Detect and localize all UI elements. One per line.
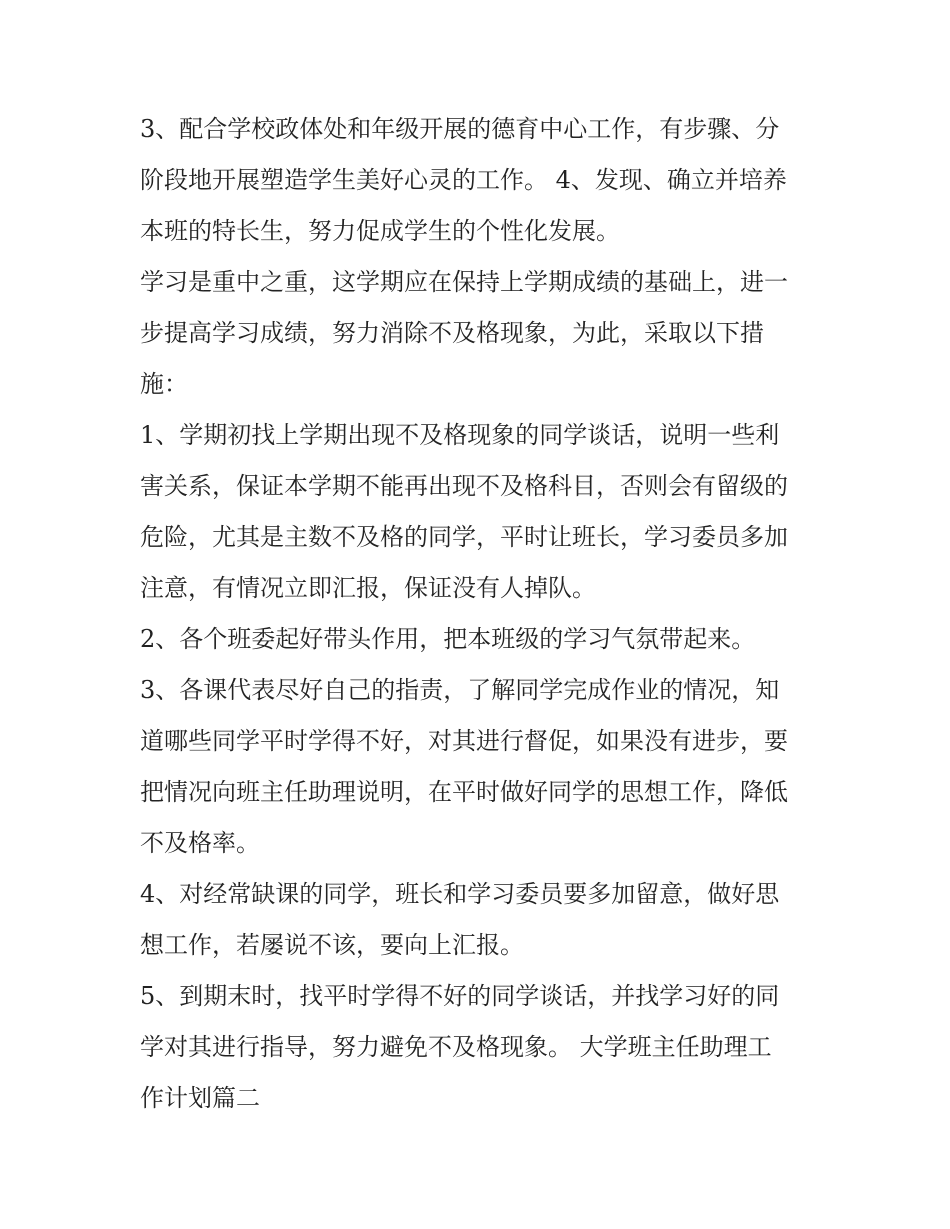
text-line: 3、配合学校政体处和年级开展的德育中心工作，有步骤、分 — [140, 115, 780, 143]
text-line: 学对其进行指导，努力避免不及格现象。 大学班主任助理工 — [140, 1033, 772, 1061]
text-line: 作计划篇二 — [140, 1084, 260, 1112]
paragraph-measure-3 — [140, 665, 820, 869]
paragraph-study-intro — [140, 257, 820, 410]
paragraph-measure-5 — [140, 971, 820, 1124]
text-line: 道哪些同学平时学得不好，对其进行督促，如果没有进步，要 — [140, 727, 788, 755]
text-line: 想工作，若屡说不该，要向上汇报。 — [140, 931, 524, 959]
text-line: 4、对经常缺课的同学，班长和学习委员要多加留意，做好思 — [140, 880, 780, 908]
text-line: 把情况向班主任助理说明，在平时做好同学的思想工作，降低 — [140, 778, 788, 806]
paragraph-moral-education — [140, 104, 820, 257]
text-line: 危险，尤其是主数不及格的同学，平时让班长，学习委员多加 — [140, 523, 788, 551]
document-body — [140, 104, 820, 1124]
text-line: 5、到期末时，找平时学得不好的同学谈话，并找学习好的同 — [140, 982, 780, 1010]
text-line: 学习是重中之重，这学期应在保持上学期成绩的基础上，进一 — [140, 268, 788, 296]
text-line: 步提高学习成绩，努力消除不及格现象，为此，采取以下措 — [140, 319, 764, 347]
text-line: 阶段地开展塑造学生美好心灵的工作。 4、发现、确立并培养 — [140, 166, 787, 194]
text-line: 3、各课代表尽好自己的指责，了解同学完成作业的情况，知 — [140, 676, 780, 704]
text-line: 1、学期初找上学期出现不及格现象的同学谈话，说明一些利 — [140, 421, 780, 449]
text-line: 2、各个班委起好带头作用，把本班级的学习气氛带起来。 — [140, 625, 756, 653]
text-line: 注意，有情况立即汇报，保证没有人掉队。 — [140, 574, 596, 602]
paragraph-measure-2 — [140, 614, 820, 665]
text-line: 施： — [140, 370, 188, 398]
text-line: 不及格率。 — [140, 829, 260, 857]
text-line: 害关系，保证本学期不能再出现不及格科目，否则会有留级的 — [140, 472, 788, 500]
paragraph-measure-4 — [140, 869, 820, 971]
paragraph-measure-1 — [140, 410, 820, 614]
text-line: 本班的特长生，努力促成学生的个性化发展。 — [140, 217, 620, 245]
